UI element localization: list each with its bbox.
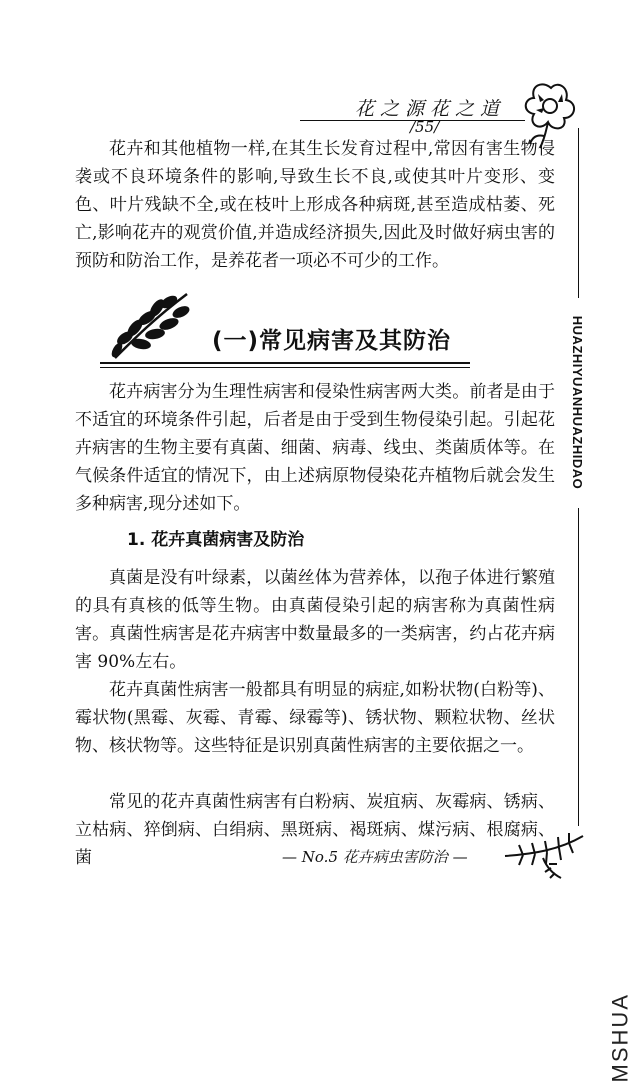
side-rule-bottom <box>578 508 579 826</box>
footer-chapter-title: 花卉病虫害防治 <box>342 848 448 866</box>
subsection-paragraph-2: 花卉真菌性病害一般都具有明显的病症,如粉状物(白粉等)、霉状物(黑霉、灰霉、青霉、绿霉等)、锈状物、颗粒状物、丝状物、核状物等。这些特征是识别真菌性病害的主要依据之一。 <box>75 680 555 756</box>
subsection-paragraph-3: 常见的花卉真菌性病害有白粉病、炭疽病、灰霉病、锈病、立枯病、猝倒病、白绢病、黑斑病、褐斑病、煤污病、根腐病、菌 <box>75 792 555 868</box>
footer-chapter-label: — No.5 花卉病虫害防治 — <box>282 848 468 866</box>
page-number: /55/ <box>410 118 440 136</box>
side-label-text: HUAZHIYUANHUAZHIDAO <box>570 315 586 490</box>
running-header-title: 花之源花之道 <box>355 98 506 120</box>
watermark-text: MSHUA <box>607 993 632 1082</box>
section-heading: (一)常见病害及其防治 <box>212 328 452 354</box>
intro-paragraph: 花卉和其他植物一样,在其生长发育过程中,常因有害生物侵袭或不良环境条件的影响,导致生长不良,或使其叶片变形、变色、叶片残缺不全,或在枝叶上形成各种病斑,甚至造成枯萎、死亡,影响花卉的观赏价值,并造成经济损失,因此及时做好病虫害的预防和防治工作，是养花者一项必不可少的工作。 <box>75 139 555 271</box>
section-paragraph: 花卉病害分为生理性病害和侵染性病害两大类。前者是由于不适宜的环境条件引起，后者是由于受到生物侵染引起。引起花卉病害的生物主要有真菌、细菌、病毒、线虫、类菌质体等。在气候条件适宜的情况下，由上述病原物侵染花卉植物后就会发生多种病害,现分述如下。 <box>75 382 555 514</box>
side-vertical-label <box>558 300 598 505</box>
side-rule-top <box>578 128 579 298</box>
subsection-heading: 1. 花卉真菌病害及防治 <box>127 530 305 550</box>
section-heading-rule <box>100 362 470 368</box>
subsection-paragraph-1: 真菌是没有叶绿素，以菌丝体为营养体，以孢子体进行繁殖的具有真核的低等生物。由真菌侵染引起的病害称为真菌性病害。真菌性病害是花卉病害中数量最多的一类病害，约占花卉病害 90%左右。 <box>75 568 555 672</box>
fern-sprig-icon <box>503 828 585 880</box>
footer-chapter-number: No.5 <box>301 848 338 866</box>
leaf-branch-icon <box>105 288 197 360</box>
